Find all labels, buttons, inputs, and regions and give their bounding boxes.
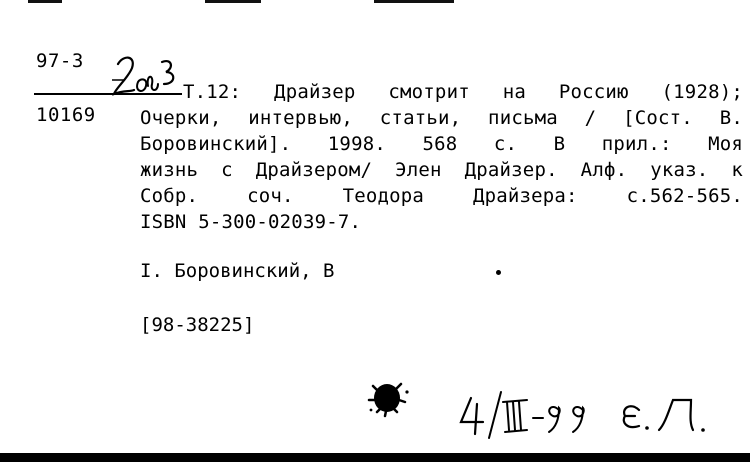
top-edge-mark [374,0,454,3]
card-bottom-edge [0,453,750,462]
control-number: [98-38225] [140,314,255,336]
call-number-top: 97-3 [36,50,84,72]
entry-line: Очерки, интервью, статьи, письма / [Сост. В. [140,107,743,129]
entry-line: Боровинский]. 1998. 568 с. В прил.: Моя [140,133,743,155]
call-number-bottom: 10169 [36,104,96,126]
entry-line: жизнь с Драйзером/ Элен Драйзер. Алф. указ. к [140,159,743,181]
ink-dot [496,270,501,275]
entry-line: Т.12: Драйзер смотрит на Россию (1928); [183,81,743,103]
entry-line: Собр. соч. Теодора Драйзера: с.562-565. [140,185,743,207]
ink-blot [365,378,415,424]
handwritten-number [110,52,186,102]
added-entry-tracing: I. Боровинский, В [140,260,335,282]
handwritten-date-initials [455,388,725,444]
entry-line: ISBN 5-300-02039-7. [140,211,362,233]
top-edge-mark [205,0,261,3]
top-edge-mark [28,0,62,3]
